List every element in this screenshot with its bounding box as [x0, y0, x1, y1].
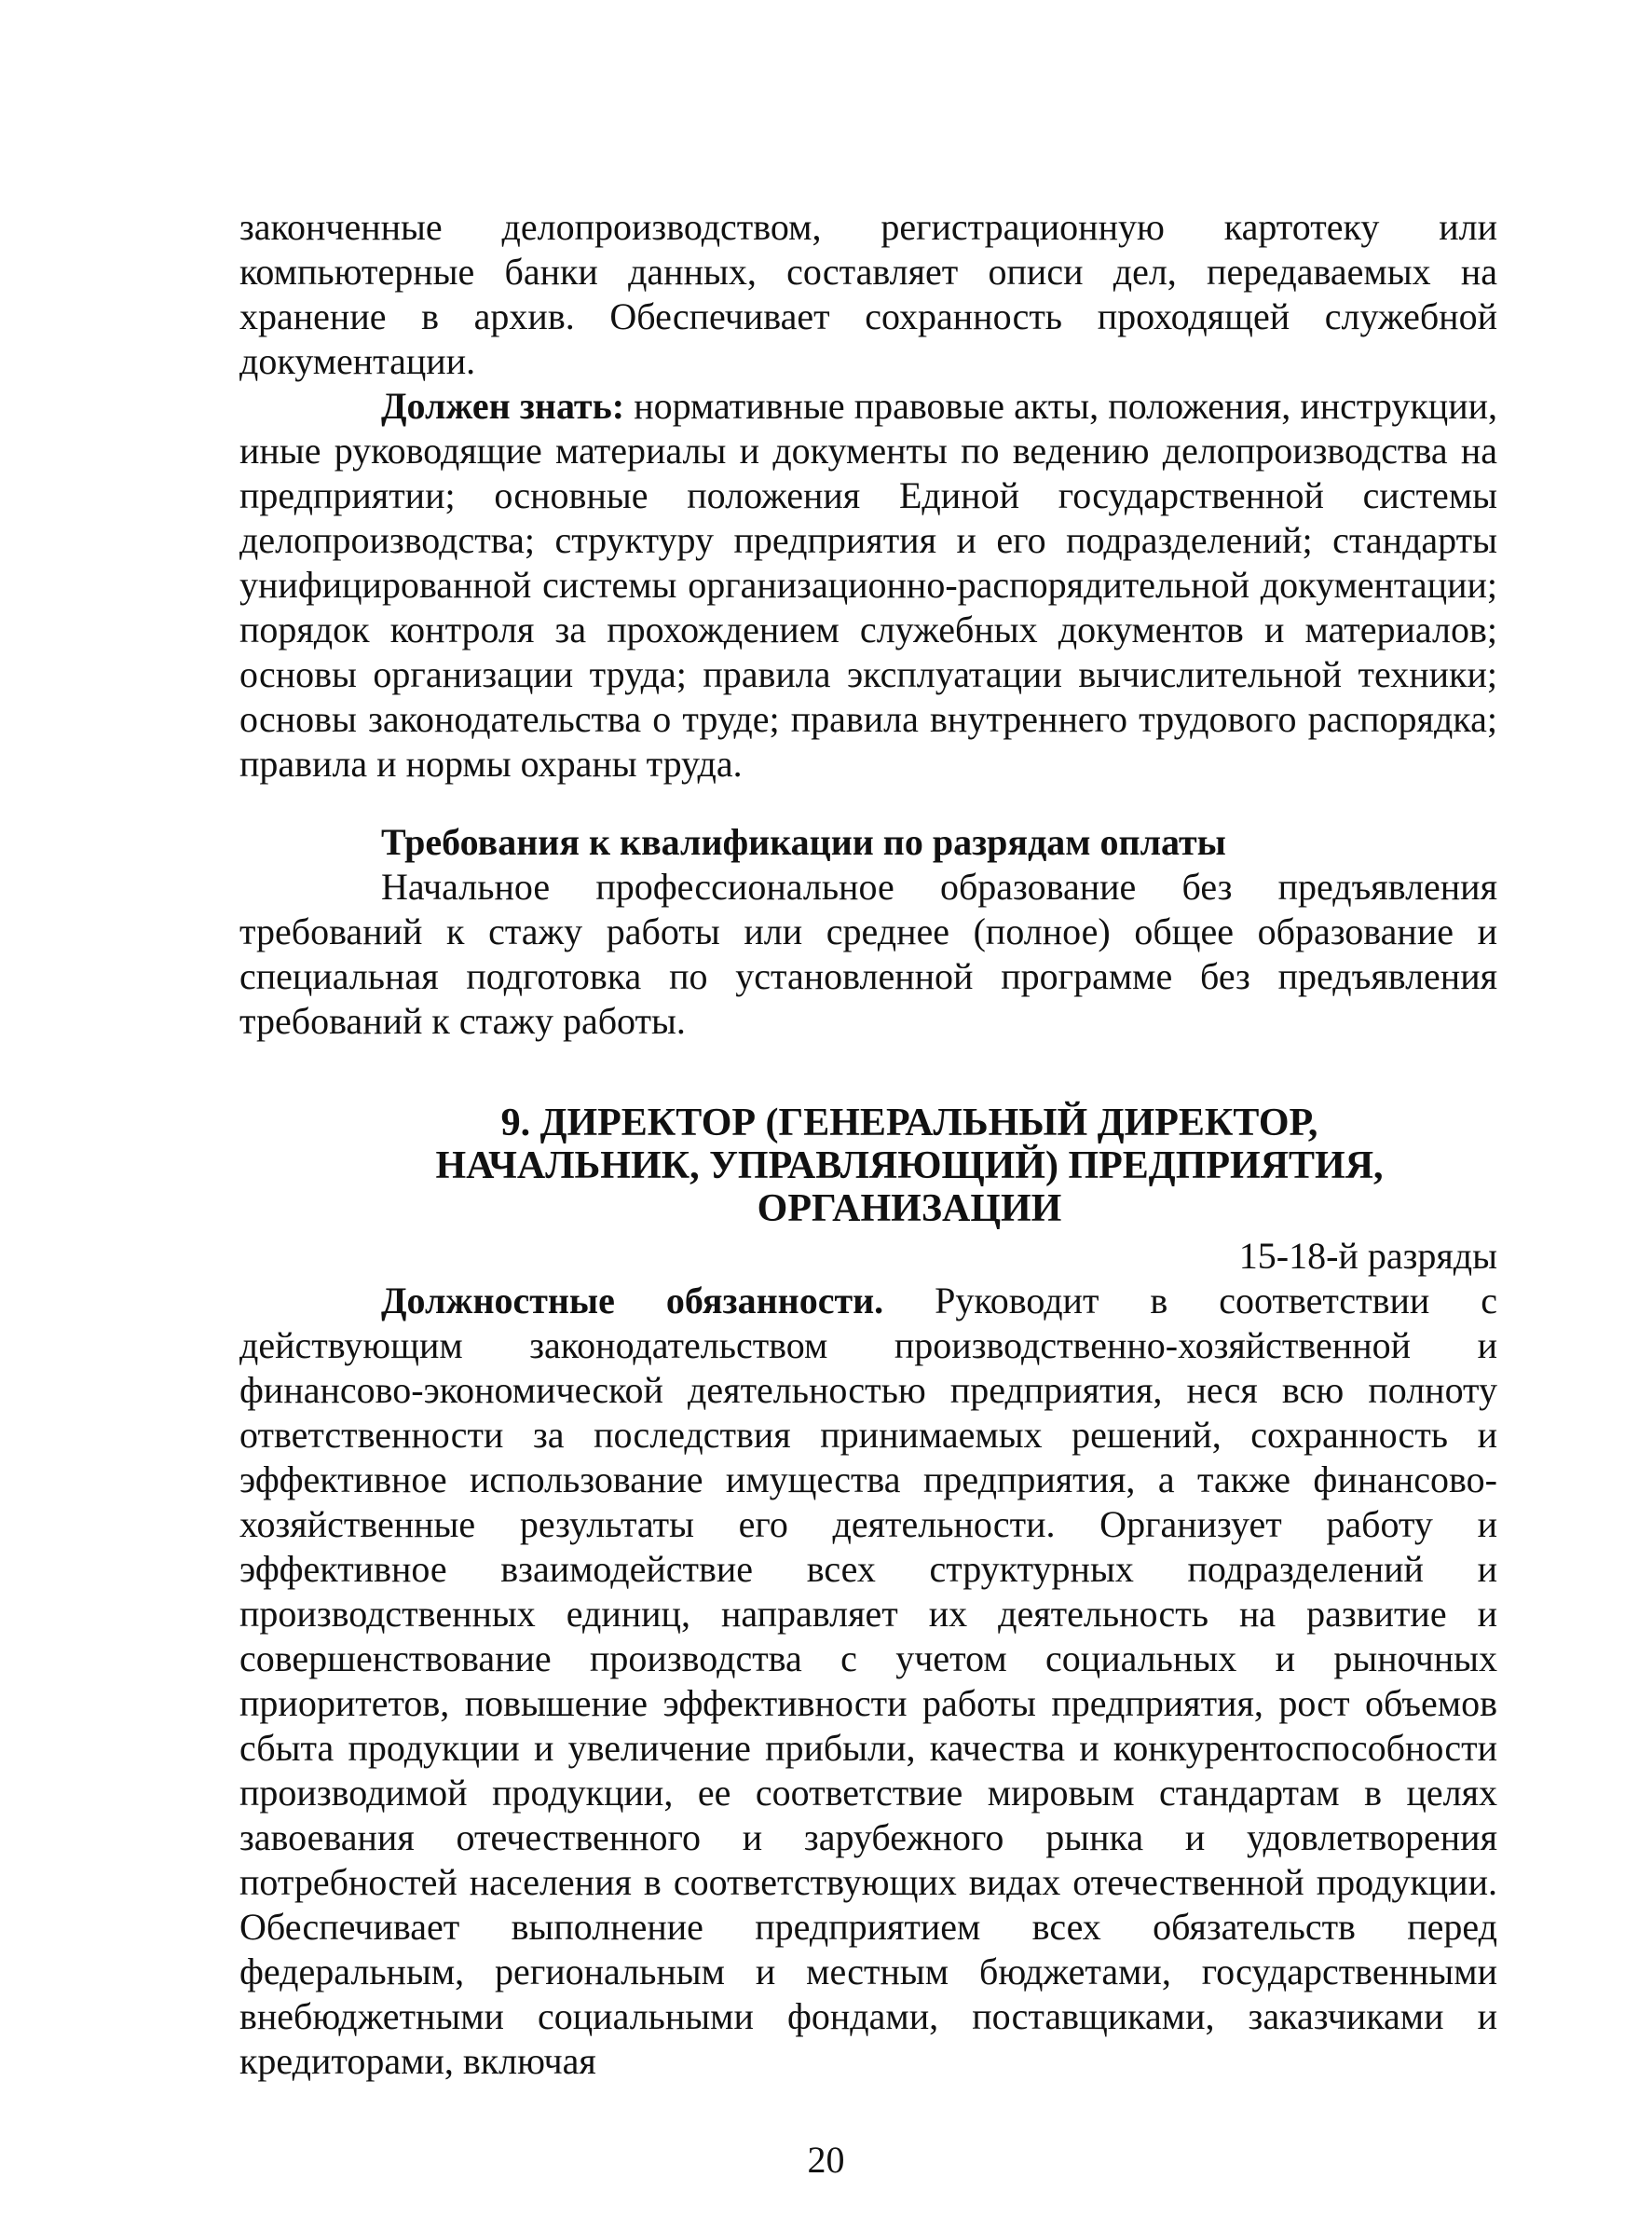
- page-content: [239, 205, 1497, 2084]
- must-know-label: Должен знать:: [381, 385, 625, 427]
- must-know-paragraph: [239, 384, 1497, 787]
- page-number: 20: [807, 2139, 845, 2181]
- section-9-grades: 15-18-й разряды: [1238, 1235, 1497, 1277]
- qualification-title: Требования к квалификации по разрядам оплаты: [381, 821, 1226, 863]
- duties-label: Должностные обязанности.: [381, 1280, 884, 1321]
- must-know-text: нормативные правовые акты, положения, инструкции, иные руководящие материалы и документы по ведению делопроизводства на предприятии; основные положения Единой государственной системы делопроизводства; структуру предприятия и его подразделений; стандарты унифицированной системы организационно-распорядительной документации; порядок контроля за прохождением служебных документов и материалов; основы организации труда; правила эксплуатации вычислительной техники; основы законодательства о труде; правила внутреннего трудового распорядка; правила и нормы охраны труда.: [239, 385, 1498, 785]
- section-9-title-line-2: НАЧАЛЬНИК, УПРАВЛЯЮЩИЙ) ПРЕДПРИЯТИЯ,: [435, 1144, 1384, 1187]
- section-9-title-line-1: 9. ДИРЕКТОР (ГЕНЕРАЛЬНЫЙ ДИРЕКТОР,: [500, 1102, 1318, 1144]
- duties-text: Руководит в соответствии с действующим законодательством производственно-хозяйственной и финансово-экономической деятельностью предприятия, неся всю полноту ответственности за последствия принимаемых решений, сохранность и эффективное использование имущества предприятия, а также финансово-хозяйственные результаты его деятельности. Организует работу и эффективное взаимодействие всех структурных подразделений и производственных единиц, направляет их деятельность на развитие и совершенствование производства с учетом социальных и рыночных приоритетов, повышение эффективности работы предприятия, рост объемов сбыта продукции и увеличение прибыли, качества и конкурентоспособности производимой продукции, ее соответствие мировым стандартам в целях завоевания отечественного и зарубежного рынка и удовлетворения потребностей населения в соответствующих видах отечественной продукции. Обеспечивает выполнение предприятием всех обязательств перед федеральным, региональным и местным бюджетами, государственными внебюджетными социальными фондами, поставщиками, заказчиками и кредиторами, включая: [239, 1280, 1497, 2082]
- duties-paragraph: [239, 1279, 1497, 2084]
- intro-paragraph: законченные делопроизводством, регистрационную картотеку или компьютерные банки данных, составляет описи дел, передаваемых на хранение в архив. Обеспечивает сохранность проходящей служебной документации.: [239, 206, 1497, 382]
- section-9-title: [239, 1102, 1497, 1230]
- section-9-title-line-3: ОРГАНИЗАЦИИ: [757, 1187, 1062, 1230]
- qualification-text: Начальное профессиональное образование без предъявления требований к стажу работы или среднее (полное) общее образование и специальная подготовка по установленной программе без предъявления требований к стажу работы.: [239, 866, 1497, 1042]
